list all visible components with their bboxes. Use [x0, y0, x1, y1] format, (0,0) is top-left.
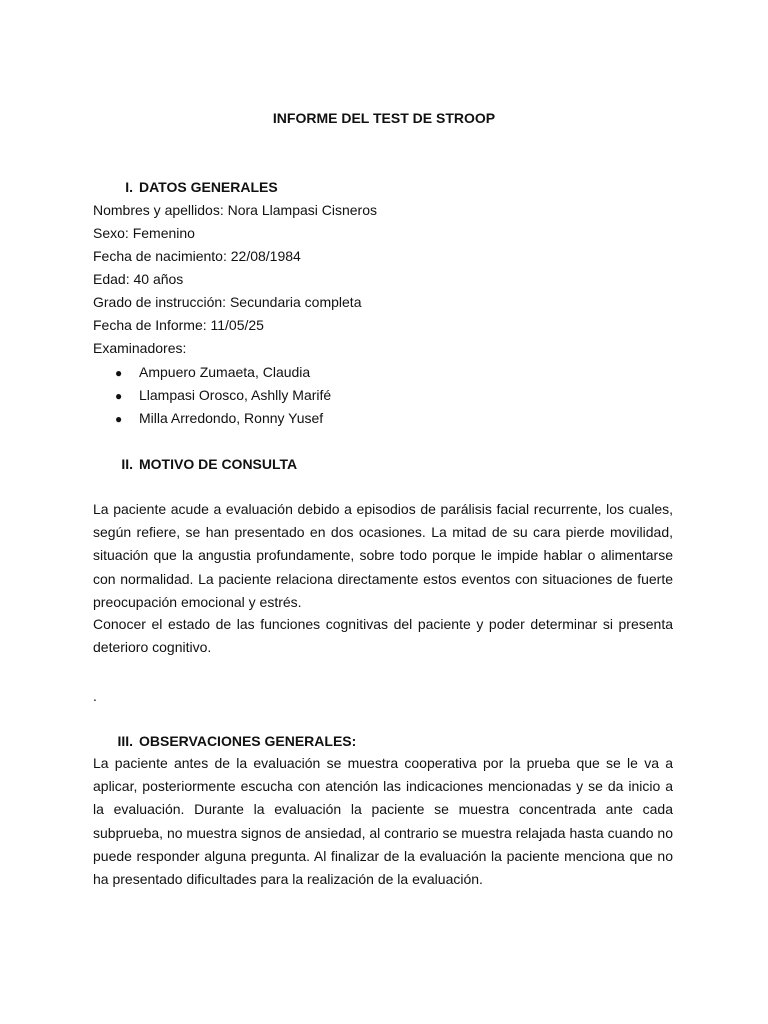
examiner-name: Llampasi Orosco, Ashlly Marifé: [139, 387, 332, 403]
examiner-list-item: [115, 408, 323, 428]
examiner-name: Ampuero Zumaeta, Claudia: [139, 364, 311, 380]
bullet-icon: ●: [115, 366, 123, 380]
examiner-list-item: [115, 385, 331, 405]
section-2-paragraph-2: Conocer el estado de las funciones cognitivas del paciente y poder determinar si presenta deterioro cognitivo.: [93, 616, 673, 656]
field-edad: Edad: 40 años: [93, 271, 184, 287]
document-title: INFORME DEL TEST DE STROOP: [272, 110, 496, 126]
examiner-name: Milla Arredondo, Ronny Yusef: [139, 410, 324, 426]
field-fecha-nacimiento: Fecha de nacimiento: 22/08/1984: [93, 248, 301, 264]
section-3-title: OBSERVACIONES GENERALES:: [139, 733, 357, 749]
section-1-title: DATOS GENERALES: [139, 179, 278, 195]
field-nombres: Nombres y apellidos: Nora Llampasi Cisneros: [93, 202, 378, 218]
examiner-list-item: [115, 362, 310, 382]
bullet-icon: ●: [115, 412, 123, 426]
field-grado-instruccion: Grado de instrucción: Secundaria completa: [93, 294, 362, 310]
field-sexo: Sexo: Femenino: [93, 225, 195, 241]
section-3-paragraph: La paciente antes de la evaluación se muestra cooperativa por la prueba que se le va a aplicar, posteriormente escucha con atención las indicaciones mencionadas y se da inicio a la evaluación. Durante la evaluación la paciente se muestra concentrada ante cada subprueba, no muestra signos de ansiedad, al contrario se muestra relajada hasta cuando no puede responder alguna pregunta. Al finalizar de la evaluación la paciente menciona que no ha presentado dificultades para la realización de la evaluación.: [93, 755, 673, 888]
stray-period: .: [93, 688, 97, 704]
section-1-number: I.: [125, 179, 133, 195]
section-2-number: II.: [121, 456, 133, 472]
section-2-title: MOTIVO DE CONSULTA: [139, 456, 298, 472]
field-fecha-informe: Fecha de Informe: 11/05/25: [93, 317, 264, 333]
section-3-number: III.: [117, 733, 133, 749]
bullet-icon: ●: [115, 389, 123, 403]
field-examinadores: Examinadores:: [93, 340, 187, 356]
section-2-paragraph-1: La paciente acude a evaluación debido a episodios de parálisis facial recurrente, los cuales, según refiere, se han presentado en dos ocasiones. La mitad de su cara pierde movilidad, situación que la angustia profundamente, sobre todo porque le impide hablar o alimentarse con normalidad. La paciente relaciona directamente estos eventos con situaciones de fuerte preocupación emocional y estrés.: [93, 501, 673, 610]
